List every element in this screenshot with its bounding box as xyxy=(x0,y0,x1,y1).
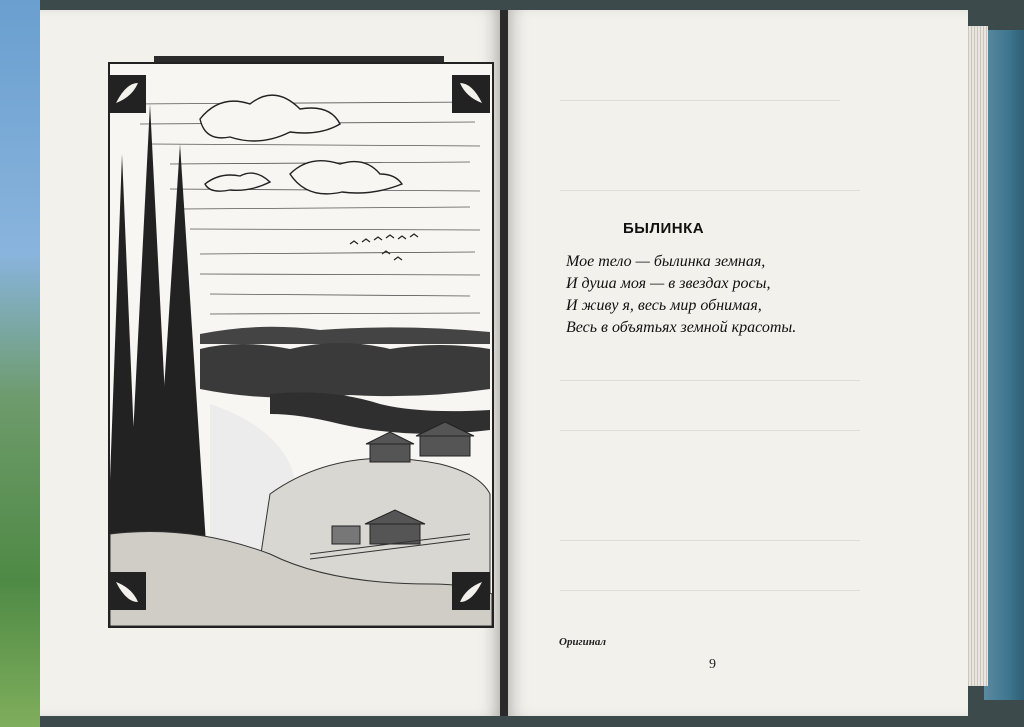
book-cover-right-edge xyxy=(984,30,1024,700)
book-cover-left-edge xyxy=(0,0,40,727)
page-number: 9 xyxy=(709,657,716,672)
ornament-corner-icon xyxy=(108,75,146,113)
landscape-engraving xyxy=(110,64,492,626)
ornament-corner-icon xyxy=(452,75,490,113)
poem-line: И душа моя — в звездах росы, xyxy=(566,275,771,292)
footer-label: Оригинал xyxy=(559,636,606,648)
page-stack-edge xyxy=(966,26,988,686)
poem-line: И живу я, весь мир обнимая, xyxy=(566,297,762,314)
ornament-corner-icon xyxy=(452,572,490,610)
poem-line: Мое тело — былинка земная, xyxy=(566,253,766,270)
ornament-corner-icon xyxy=(108,572,146,610)
right-page xyxy=(506,10,968,716)
book-gutter xyxy=(500,10,508,716)
landscape-illustration xyxy=(108,62,494,628)
poem-line: Весь в объятьях земной красоты. xyxy=(566,319,797,336)
poem-title: БЫЛИНКА xyxy=(623,220,705,237)
